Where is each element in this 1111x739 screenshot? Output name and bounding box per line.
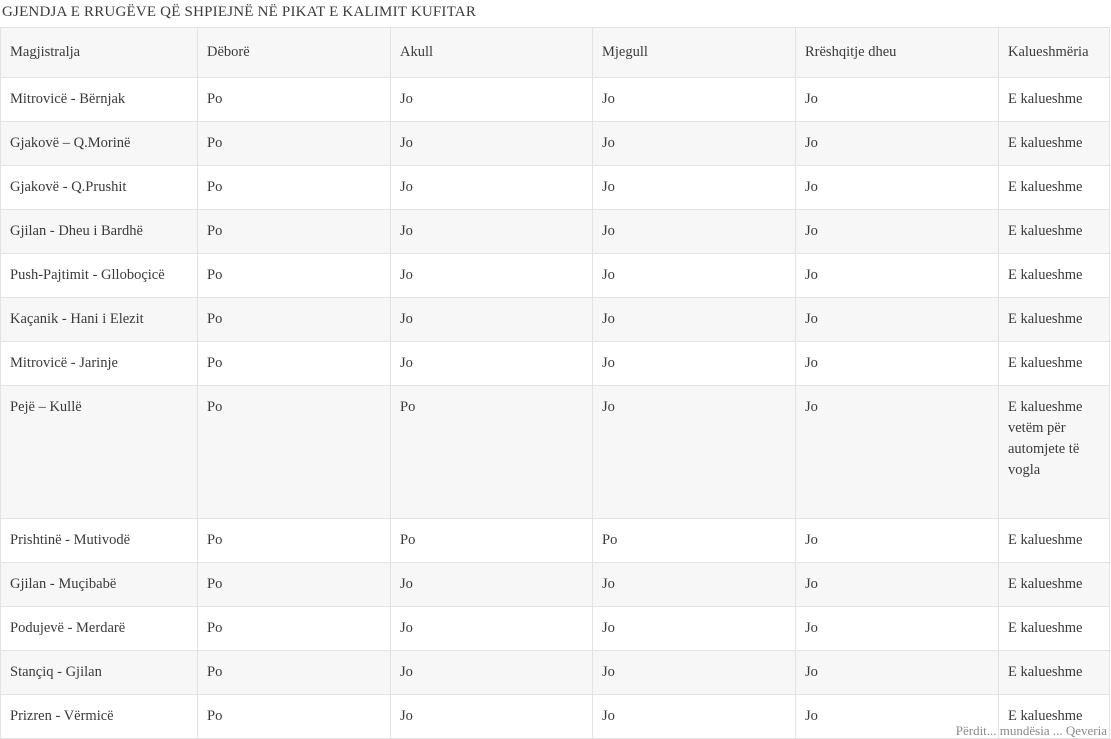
table-row [1, 695, 1110, 739]
cell-rreshqitje: Jo [796, 607, 999, 651]
cell-mjegull: Jo [593, 342, 796, 386]
cell-rreshqitje: Jo [796, 695, 999, 739]
cell-debore: Po [198, 519, 391, 563]
cell-akull: Jo [391, 298, 593, 342]
cell-magjistralja: Mitrovicë - Jarinje [1, 342, 198, 386]
table-row [1, 519, 1110, 563]
cell-kalueshmeria: E kalueshme vetëm për automjete të vogla [999, 386, 1110, 519]
cell-kalueshmeria: E kalueshme [999, 78, 1110, 122]
cell-mjegull: Po [593, 519, 796, 563]
column-header-magjistralja: Magjistralja [1, 28, 198, 78]
cell-kalueshmeria: E kalueshme [999, 607, 1110, 651]
cell-debore: Po [198, 254, 391, 298]
cell-debore: Po [198, 386, 391, 519]
cell-rreshqitje: Jo [796, 122, 999, 166]
table-header-row [1, 28, 1110, 78]
cell-magjistralja: Pejë – Kullë [1, 386, 198, 519]
column-header-mjegull: Mjegull [593, 28, 796, 78]
cell-magjistralja: Mitrovicë - Bërnjak [1, 78, 198, 122]
cell-akull: Jo [391, 695, 593, 739]
cell-debore: Po [198, 210, 391, 254]
cell-debore: Po [198, 695, 391, 739]
column-header-akull: Akull [391, 28, 593, 78]
cell-rreshqitje: Jo [796, 519, 999, 563]
cell-rreshqitje: Jo [796, 298, 999, 342]
table-row [1, 78, 1110, 122]
cell-kalueshmeria: E kalueshme [999, 563, 1110, 607]
cell-magjistralja: Podujevë - Merdarë [1, 607, 198, 651]
table-row [1, 386, 1110, 519]
cell-akull: Po [391, 386, 593, 519]
cell-mjegull: Jo [593, 78, 796, 122]
cell-mjegull: Jo [593, 563, 796, 607]
cell-rreshqitje: Jo [796, 78, 999, 122]
cell-mjegull: Jo [593, 651, 796, 695]
cell-rreshqitje: Jo [796, 342, 999, 386]
table-row [1, 563, 1110, 607]
cell-debore: Po [198, 78, 391, 122]
table-row [1, 122, 1110, 166]
cell-magjistralja: Gjakovë - Q.Prushit [1, 166, 198, 210]
cell-kalueshmeria: E kalueshme [999, 298, 1110, 342]
cell-magjistralja: Prishtinë - Mutivodë [1, 519, 198, 563]
cell-debore: Po [198, 122, 391, 166]
cell-akull: Jo [391, 563, 593, 607]
cell-kalueshmeria: E kalueshme [999, 695, 1110, 739]
table-row [1, 210, 1110, 254]
cell-akull: Jo [391, 254, 593, 298]
table-row [1, 607, 1110, 651]
cell-mjegull: Jo [593, 166, 796, 210]
table-header [1, 28, 1110, 78]
cell-debore: Po [198, 166, 391, 210]
cell-akull: Jo [391, 78, 593, 122]
border-crossing-road-status-table [0, 27, 1110, 739]
cell-rreshqitje: Jo [796, 166, 999, 210]
cell-magjistralja: Kaçanik - Hani i Elezit [1, 298, 198, 342]
table-row [1, 651, 1110, 695]
cell-kalueshmeria: E kalueshme [999, 210, 1110, 254]
cell-debore: Po [198, 607, 391, 651]
page-title: GJENDJA E RRUGËVE QË SHPIEJNË NË PIKAT E KALIMIT KUFITAR [2, 4, 477, 20]
cell-akull: Po [391, 519, 593, 563]
cell-kalueshmeria: E kalueshme [999, 651, 1110, 695]
cell-akull: Jo [391, 607, 593, 651]
cell-kalueshmeria: E kalueshme [999, 519, 1110, 563]
cell-akull: Jo [391, 122, 593, 166]
cell-akull: Jo [391, 166, 593, 210]
cell-rreshqitje: Jo [796, 651, 999, 695]
cell-akull: Jo [391, 210, 593, 254]
cell-magjistralja: Gjakovë – Q.Morinë [1, 122, 198, 166]
cell-magjistralja: Gjilan - Dheu i Bardhë [1, 210, 198, 254]
cell-kalueshmeria: E kalueshme [999, 166, 1110, 210]
cell-mjegull: Jo [593, 298, 796, 342]
cell-kalueshmeria: E kalueshme [999, 122, 1110, 166]
table-row [1, 166, 1110, 210]
table-row [1, 342, 1110, 386]
table-body [1, 78, 1110, 739]
cell-magjistralja: Push-Pajtimit - Glloboçicë [1, 254, 198, 298]
cell-rreshqitje: Jo [796, 254, 999, 298]
column-header-kalueshmeria: Kalueshmëria [999, 28, 1110, 78]
cell-mjegull: Jo [593, 122, 796, 166]
cell-debore: Po [198, 298, 391, 342]
cell-mjegull: Jo [593, 386, 796, 519]
cell-debore: Po [198, 651, 391, 695]
cell-debore: Po [198, 563, 391, 607]
cell-magjistralja: Prizren - Vërmicë [1, 695, 198, 739]
cell-rreshqitje: Jo [796, 210, 999, 254]
cell-mjegull: Jo [593, 695, 796, 739]
cell-kalueshmeria: E kalueshme [999, 254, 1110, 298]
cell-mjegull: Jo [593, 607, 796, 651]
cell-rreshqitje: Jo [796, 386, 999, 519]
table-row [1, 298, 1110, 342]
cell-akull: Jo [391, 651, 593, 695]
cell-magjistralja: Stançiq - Gjilan [1, 651, 198, 695]
column-header-rreshqitje-dheu: Rrëshqitje dheu [796, 28, 999, 78]
cell-mjegull: Jo [593, 254, 796, 298]
column-header-debore: Dëborë [198, 28, 391, 78]
cell-kalueshmeria: E kalueshme [999, 342, 1110, 386]
cell-debore: Po [198, 342, 391, 386]
cell-akull: Jo [391, 342, 593, 386]
footer-note: Përdit... mundësia ... Qeveria [955, 723, 1107, 739]
cell-rreshqitje: Jo [796, 563, 999, 607]
cell-mjegull: Jo [593, 210, 796, 254]
table-row [1, 254, 1110, 298]
cell-magjistralja: Gjilan - Muçibabë [1, 563, 198, 607]
